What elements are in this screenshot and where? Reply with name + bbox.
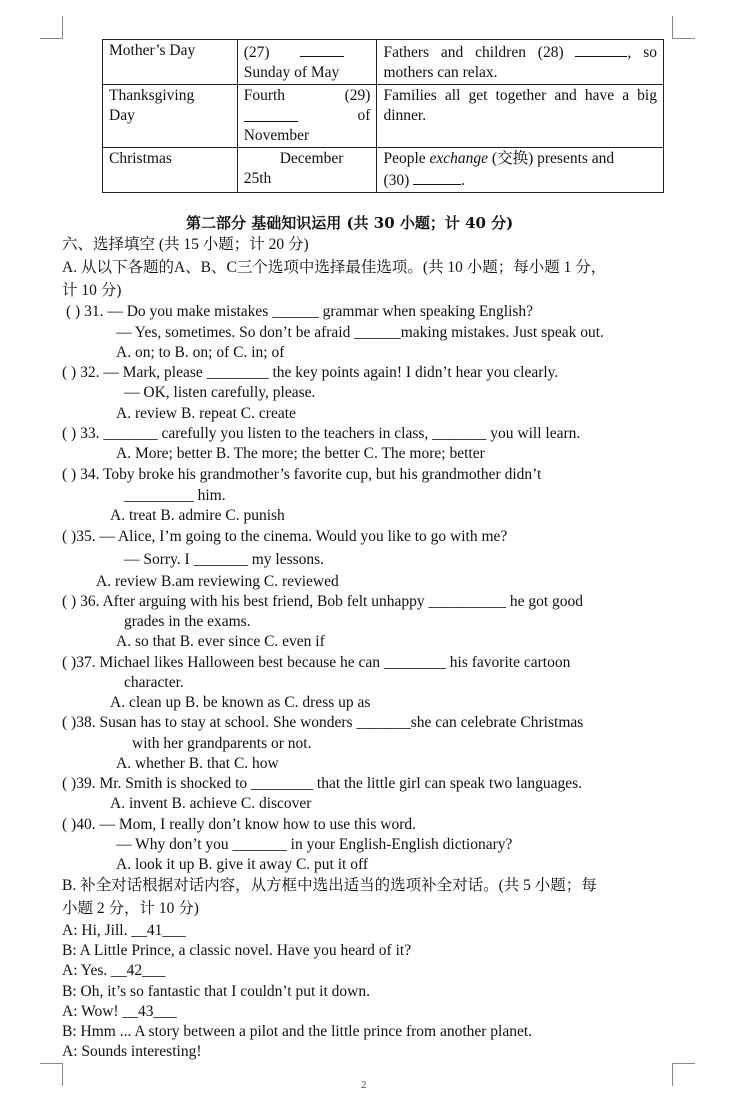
section-b-instructions: B. 补全对话根据对话内容，从方框中选出适当的选项补全对话。(共 5 小题；每 (62, 877, 597, 894)
question-40-reply: — Why don’t you _______ in your English-English dictionary? (116, 836, 513, 853)
activity-cell: Families all get together and have a big dinner. (377, 85, 664, 148)
section-b-instructions: 小题 2 分，计 10 分) (62, 900, 199, 917)
section-instructions: 计 10 分) (62, 282, 122, 299)
date-cell: Fourth (29) of November (237, 85, 377, 148)
question-35: ( )35. — Alice, I’m going to the cinema. Would you like to go with me? (62, 528, 508, 545)
dialogue-line: A: Sounds interesting! (62, 1043, 202, 1060)
question-38-options: A. whether B. that C. how (116, 755, 279, 772)
question-36: ( ) 36. After arguing with his best friend, Bob felt unhappy __________ he got good (62, 593, 584, 610)
page-number: 2 (361, 1079, 367, 1091)
question-36-cont: grades in the exams. (124, 613, 251, 630)
question-34-options: A. treat B. admire C. punish (110, 507, 285, 524)
question-39: ( )39. Mr. Smith is shocked to ________ that the little girl can speak two languages. (62, 775, 583, 792)
holiday-cell: Christmas (103, 148, 238, 193)
question-33: ( ) 33. _______ carefully you listen to the teachers in class, _______ you will learn. (62, 425, 581, 442)
date-cell: December 25th (237, 148, 377, 193)
dialogue-line: B: Hmm ... A story between a pilot and the little prince from another planet. (62, 1023, 533, 1040)
question-38: ( )38. Susan has to stay at school. She wonders _______she can celebrate Christmas (62, 714, 584, 731)
question-37-cont: character. (124, 674, 184, 691)
question-33-options: A. More; better B. The more; the better C. The more; better (116, 445, 485, 462)
table-row (103, 148, 664, 193)
question-40: ( )40. — Mom, I really don’t know how to use this word. (62, 816, 417, 833)
question-35-options: A. review B.am reviewing C. reviewed (96, 573, 339, 590)
dialogue-line: B: A Little Prince, a classic novel. Have you heard of it? (62, 942, 412, 959)
section-title: 六、选择填空 (共 15 小题；计 20 分) (62, 236, 309, 253)
question-32: ( ) 32. — Mark, please ________ the key points again! I didn’t hear you clearly. (62, 364, 559, 381)
dialogue-line: A: Wow! __43___ (62, 1003, 177, 1020)
question-31-options: A. on; to B. on; of C. in; of (116, 344, 285, 361)
question-32-options: A. review B. repeat C. create (116, 405, 296, 422)
question-31-reply: — Yes, sometimes. So don’t be afraid ______making mistakes. Just speak out. (116, 324, 604, 341)
holiday-cell: Mother’s Day (103, 40, 238, 85)
crop-mark-top-right (672, 16, 695, 39)
holiday-table (102, 39, 664, 193)
question-34-cont: _________ him. (124, 487, 226, 504)
dialogue-line: B: Oh, it’s so fantastic that I couldn’t put it down. (62, 983, 370, 1000)
holiday-cell: Thanksgiving Day (103, 85, 238, 148)
section-instructions: A. 从以下各题的A、B、C三个选项中选择最佳选项。(共 10 小题；每小题 1 分， (62, 259, 607, 276)
dialogue-line: A: Hi, Jill. __41___ (62, 922, 186, 939)
question-36-options: A. so that B. ever since C. even if (116, 633, 325, 650)
question-34: ( ) 34. Toby broke his grandmother’s favorite cup, but his grandmother didn’t (62, 466, 542, 483)
dialogue-line: A: Yes. __42___ (62, 962, 166, 979)
crop-mark-bottom-left (40, 1063, 63, 1086)
activity-cell: Fathers and children (28) , so mothers can relax. (377, 40, 664, 85)
date-cell: (27) Sunday of May (237, 40, 377, 85)
question-38-cont: with her grandparents or not. (132, 735, 312, 752)
crop-mark-top-left (40, 16, 63, 39)
part-title: 第二部分 基础知识运用 (共 30 小题；计 40 分) (186, 214, 514, 232)
table-row (103, 40, 664, 85)
question-39-options: A. invent B. achieve C. discover (110, 795, 312, 812)
question-40-options: A. look it up B. give it away C. put it off (116, 856, 369, 873)
question-37: ( )37. Michael likes Halloween best because he can ________ his favorite cartoon (62, 654, 571, 671)
activity-cell: People exchange (交换) presents and (30) . (377, 148, 664, 193)
question-31: ( ) 31. — Do you make mistakes ______ grammar when speaking English? (66, 303, 534, 320)
question-32-reply: — OK, listen carefully, please. (124, 384, 316, 401)
question-35-reply: — Sorry. I _______ my lessons. (124, 551, 325, 568)
crop-mark-bottom-right (672, 1063, 695, 1086)
question-37-options: A. clean up B. be known as C. dress up as (110, 694, 371, 711)
table-row (103, 85, 664, 148)
